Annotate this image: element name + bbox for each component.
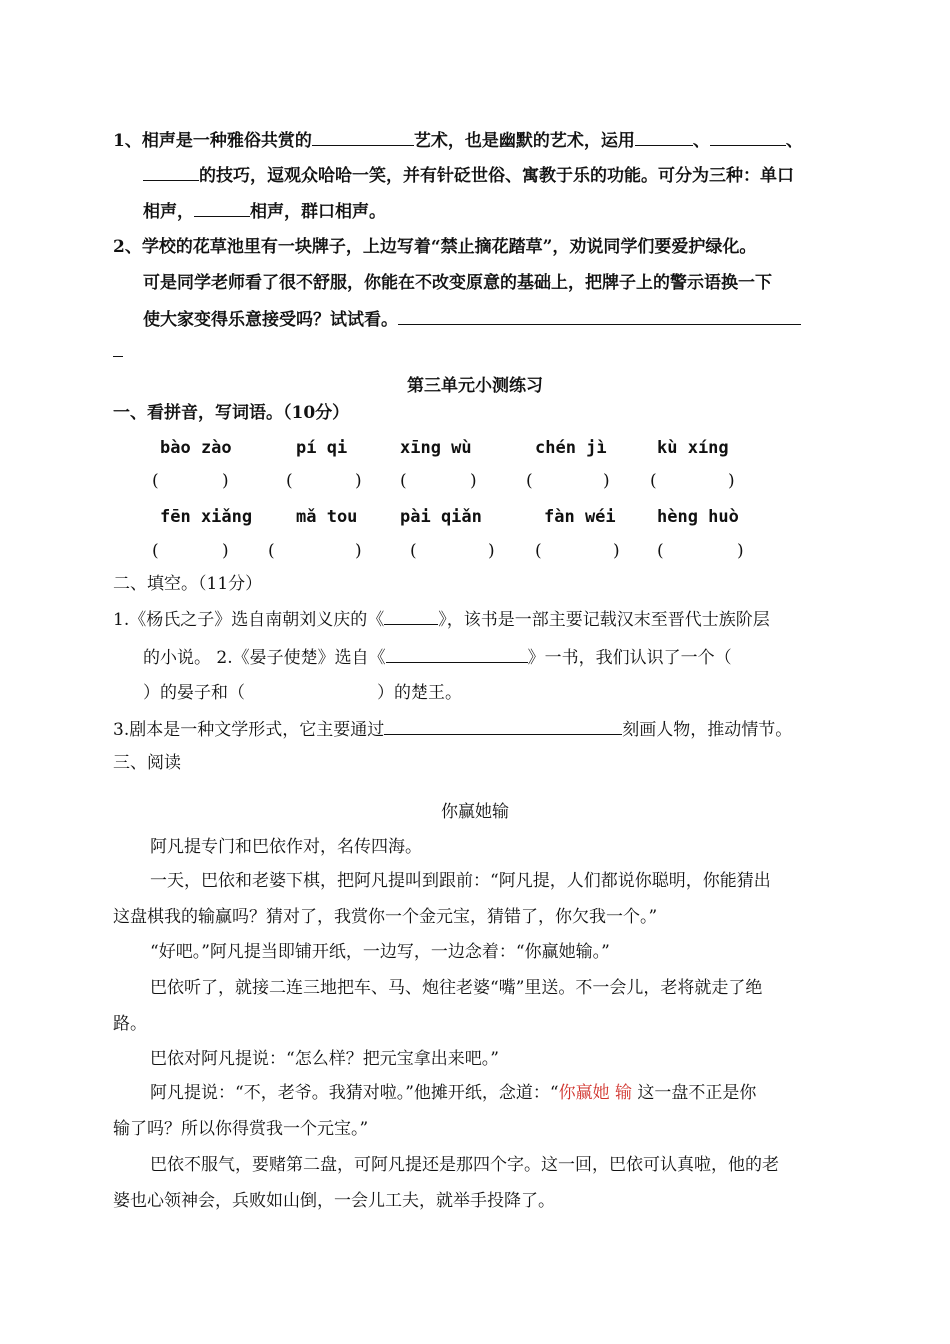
passage-paragraph: 这盘棋我的输赢吗？猜对了，我赏你一个金元宝，猜错了，你欠我一个。” (113, 907, 658, 927)
s2-line2: 的小说。 2.《晏子使楚》选自《 》一书，我们认识了一个（ (143, 648, 732, 668)
paren-open: ( (286, 471, 293, 491)
answer-blank[interactable] (384, 718, 622, 735)
passage-paragraph: 婆也心领神会，兵败如山倒，一会儿工夫，就举手投降了。 (113, 1191, 555, 1211)
paren-close: ) (613, 541, 620, 561)
paren-close: ) (470, 471, 477, 491)
pinyin: pí qi (296, 438, 348, 458)
s2-line1: 1.《杨氏之子》选自南朝刘义庆的《 》，该书是一部主要记载汉末至晋代士族阶层 (113, 610, 770, 630)
pinyin: kù xíng (657, 438, 729, 458)
pinyin: hèng huò (657, 507, 739, 527)
stray-underline (113, 356, 123, 357)
paren-close: ) (737, 541, 744, 561)
answer-blank[interactable] (635, 129, 693, 146)
paren-open: ( (657, 541, 664, 561)
q2-line2: 可是同学老师看了很不舒服，你能在不改变原意的基础上，把牌子上的警示语换一下 (143, 273, 772, 293)
section2-heading: 二、填空。（11分） (113, 574, 263, 594)
paren-open: ( (268, 541, 275, 561)
paren-open: ( (526, 471, 533, 491)
unit-title: 第三单元小测练习 (407, 376, 543, 396)
paren-open: ( (400, 471, 407, 491)
paren-close: ) (355, 471, 362, 491)
passage-paragraph: 阿凡提专门和巴依作对，名传四海。 (150, 837, 422, 857)
paren-open: ( (650, 471, 657, 491)
passage-title: 你赢她输 (441, 802, 509, 822)
paren-open: ( (535, 541, 542, 561)
pinyin: fēn xiǎng (160, 507, 253, 527)
paren-close: ) (355, 541, 362, 561)
passage-paragraph: “好吧。”阿凡提当即铺开纸，一边写，一边念着：“你赢她输。” (150, 942, 610, 962)
paren-close: ) (222, 471, 229, 491)
q2-line1: 2、学校的花草池里有一块牌子，上边写着“禁止摘花踏草”，劝说同学们要爱护绿化。 (113, 237, 757, 257)
paren-close: ) (488, 541, 495, 561)
paren-open: ( (152, 471, 159, 491)
passage-paragraph: 巴依不服气，要赌第二盘，可阿凡提还是那四个字。这一回，巴依可认真啦，他的老 (150, 1155, 779, 1175)
answer-blank[interactable] (143, 164, 199, 181)
section3-heading: 三、阅读 (113, 753, 181, 773)
q2-line3: 使大家变得乐意接受吗？试试看。 (143, 308, 801, 331)
s2-line4: 3.剧本是一种文学形式，它主要通过 刻画人物，推动情节。 (113, 720, 793, 740)
section1-heading: 一、看拼音，写词语。（10分） (113, 403, 350, 423)
paren-open: ( (410, 541, 417, 561)
answer-blank[interactable] (312, 129, 414, 146)
paren-open: ( (152, 541, 159, 561)
answer-blank[interactable] (398, 308, 801, 325)
answer-blank[interactable] (710, 129, 786, 146)
pinyin: chén jì (535, 438, 607, 458)
passage-paragraph: 路。 (113, 1014, 147, 1034)
passage-paragraph: 巴依对阿凡提说：“怎么样？把元宝拿出来吧。” (150, 1049, 499, 1069)
pinyin: pài qiǎn (400, 507, 482, 527)
pinyin: xīng wù (400, 438, 472, 458)
highlighted-text: 你赢她 (558, 1083, 610, 1103)
paren-close: ) (728, 471, 735, 491)
passage-paragraph: 输了吗？所以你得赏我一个元宝。” (113, 1119, 369, 1139)
pinyin: bào zào (160, 438, 232, 458)
highlighted-text: 输 (614, 1083, 632, 1103)
paren-close: ) (603, 471, 610, 491)
q1-line1: 1、相声是一种雅俗共赏的 艺术，也是幽默的艺术，运用 、 、 (113, 131, 803, 151)
passage-paragraph: 阿凡提说：“不，老爷。我猜对啦。”他摊开纸，念道：“你赢她 输 这一盘不正是你 (150, 1083, 757, 1103)
passage-paragraph: 一天，巴依和老婆下棋，把阿凡提叫到跟前：“阿凡提，人们都说你聪明，你能猜出 (150, 871, 771, 891)
passage-paragraph: 巴依听了，就接二连三地把车、马、炮往老婆“嘴”里送。不一会儿，老将就走了绝 (150, 978, 763, 998)
answer-blank[interactable] (384, 608, 438, 625)
q1-line2: 的技巧，逗观众哈哈一笑，并有针砭世俗、寓教于乐的功能。可分为三种：单口 (143, 164, 794, 187)
answer-blank[interactable] (386, 646, 528, 663)
paren-close: ) (222, 541, 229, 561)
answer-blank[interactable] (194, 200, 250, 217)
s2-line3: ）的晏子和（ ）的楚王。 (143, 683, 462, 703)
q1-line3: 相声， 相声，群口相声。 (143, 202, 386, 222)
pinyin: fàn wéi (544, 507, 616, 527)
pinyin: mǎ tou (296, 507, 358, 527)
